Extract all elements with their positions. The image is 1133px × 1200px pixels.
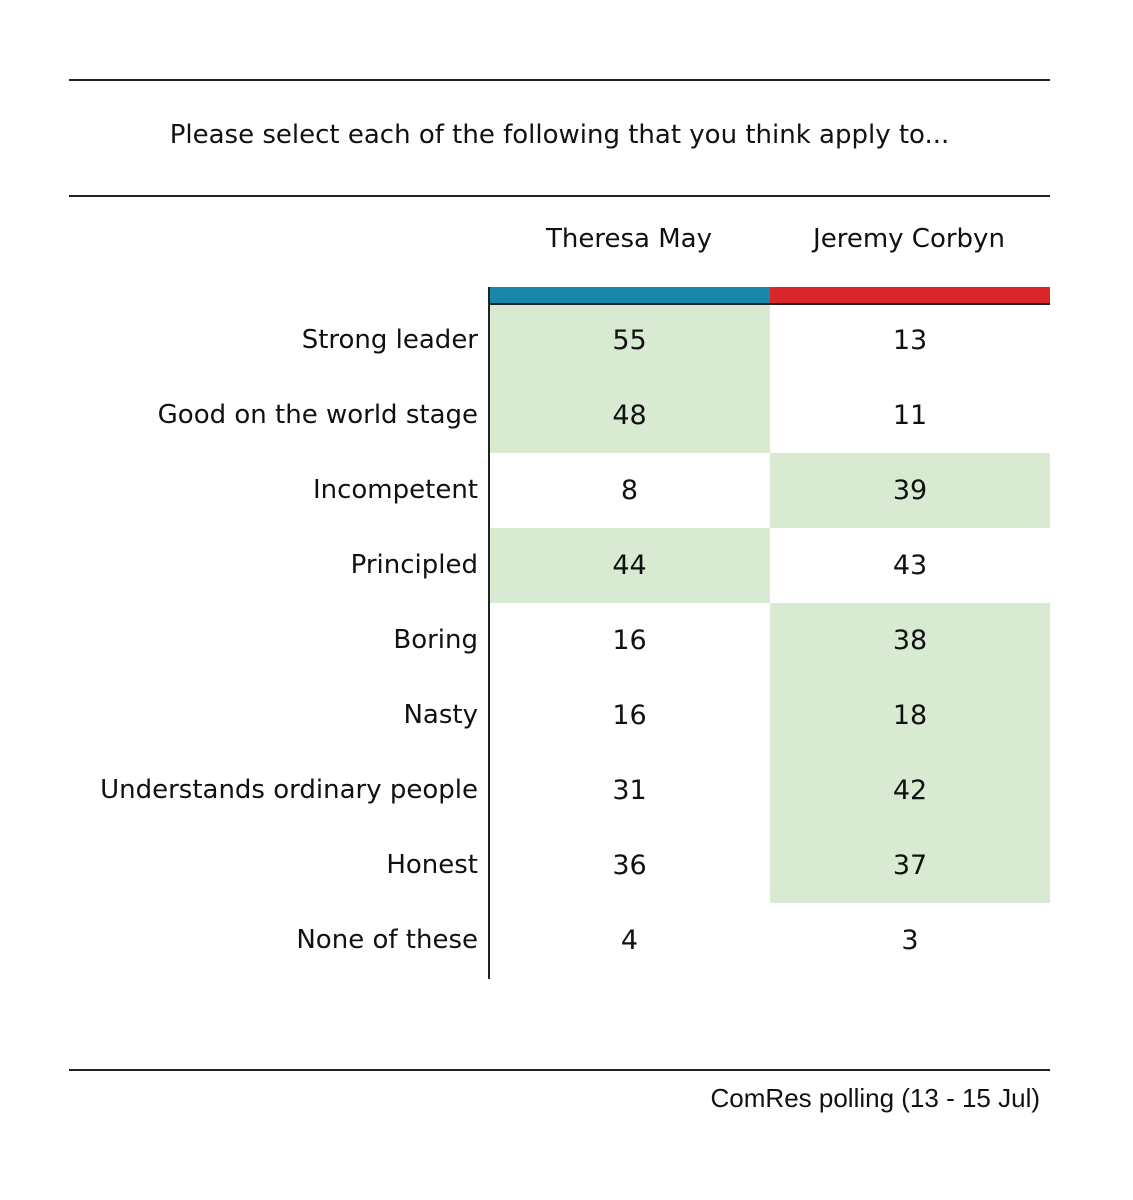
table-horizontal-axis [488,303,1050,305]
cell-corbyn: 11 [892,400,928,431]
row-label: None of these [296,925,478,955]
table-vertical-axis [488,287,490,979]
cell-corbyn: 43 [892,550,928,581]
row-label: Honest [386,850,478,880]
cell-corbyn: 42 [770,753,1050,828]
cell-corbyn: 13 [892,325,928,356]
cell-may: 8 [620,475,639,506]
cell-corbyn: 18 [770,678,1050,753]
corbyn-color-bar [770,287,1050,304]
cell-may: 16 [612,700,647,731]
header-rule [69,195,1050,197]
row-label: Nasty [403,700,478,730]
row-label: Incompetent [312,475,478,505]
source-note: ComRes polling (13 - 15 Jul) [710,1083,1040,1113]
cell-corbyn: 38 [770,603,1050,678]
cell-corbyn: 39 [770,453,1050,528]
cell-corbyn: 3 [901,925,919,956]
top-rule [69,79,1050,81]
cell-may: 44 [489,528,770,603]
row-label: Good on the world stage [157,400,478,430]
cell-may: 48 [489,378,770,453]
row-label: Boring [393,625,478,655]
cell-may: 31 [612,775,647,806]
cell-may: 55 [489,303,770,378]
row-label: Principled [350,550,478,580]
column-header-corbyn: Jeremy Corbyn [813,224,1005,254]
question-title: Please select each of the following that you think apply to... [169,120,950,150]
row-label: Understands ordinary people [100,775,478,805]
column-header-may: Theresa May [546,224,712,254]
cell-may: 4 [620,925,639,956]
row-label: Strong leader [301,325,478,355]
footer-rule [69,1069,1050,1071]
cell-may: 16 [612,625,647,656]
cell-may: 36 [612,850,647,881]
cell-corbyn: 37 [770,828,1050,903]
may-color-bar [489,287,770,304]
